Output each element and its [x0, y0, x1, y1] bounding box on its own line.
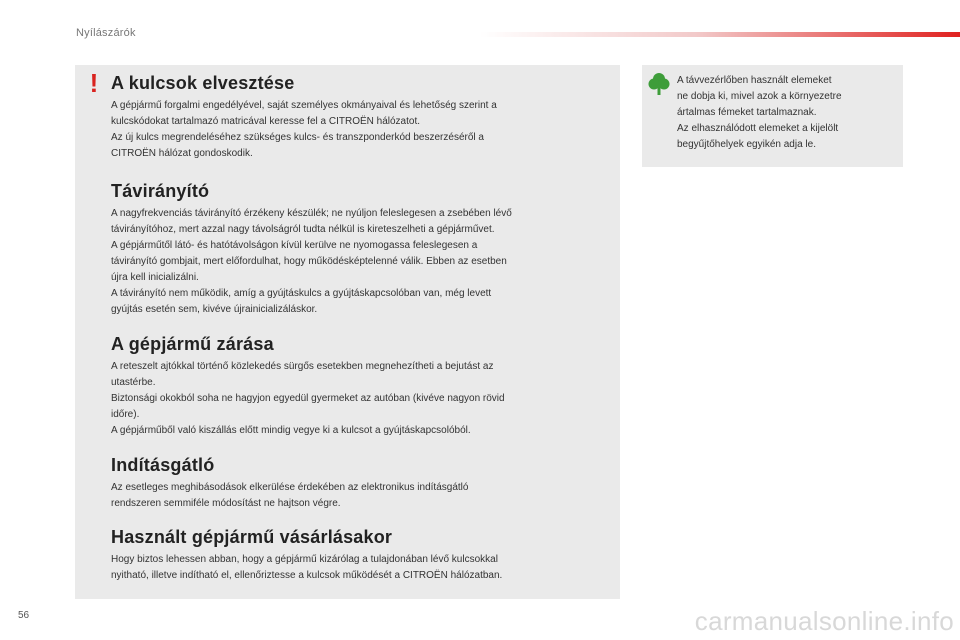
text-line: újra kell inicializálni.	[111, 272, 199, 283]
text-line: A gépjárműtől látó- és hatótávolságon kívül kerülve ne nyomogassa feleslegesen a	[111, 240, 478, 251]
text-line: A reteszelt ajtókkal történő közlekedés sürgős esetekben megnehezítheti a bejutást az	[111, 361, 494, 372]
heading-lost-keys: A kulcsok elvesztése	[111, 73, 295, 93]
text-line: utastérbe.	[111, 377, 156, 388]
paragraph-immobiliser	[111, 480, 607, 512]
text-line: Az esetleges meghibásodások elkerülése érdekében az elektronikus indításgátló	[111, 482, 469, 493]
text-line: távirányító gombjait, mert előfordulhat, hogy működésképtelenné válik. Ebben az esetben	[111, 256, 507, 267]
text-line: gyújtás esetén sem, kivéve újrainicializáláskor.	[111, 304, 318, 315]
heading-used-vehicle: Használt gépjármű vásárlásakor	[111, 527, 393, 547]
text-line: A gépjármű forgalmi engedélyével, saját személyes okmányaival és lehetőség szerint a	[111, 100, 497, 111]
text-line: CITROËN hálózat gondoskodik.	[111, 148, 253, 159]
text-line: nyitható, illetve indítható el, ellenőriztesse a kulcsok működését a CITROËN hálózatban.	[111, 570, 503, 581]
heading-vehicle-locking: A gépjármű zárása	[111, 334, 274, 354]
page-number: 56	[18, 610, 30, 621]
text-line: Hogy biztos lehessen abban, hogy a gépjármű kizárólag a tulajdonában lévő kulcsokkal	[111, 554, 498, 565]
text-line: ne dobja ki, mivel azok a környezetre	[677, 91, 842, 102]
text-line: A távirányító nem működik, amíg a gyújtáskulcs a gyújtáskapcsolóban van, még levett	[111, 288, 492, 299]
text-line: távirányítóhoz, mert azzal nagy távolságról tudta nélkül is kireteszelheti a gépjárművet.	[111, 224, 495, 235]
watermark: carmanualsonline.info	[694, 606, 954, 636]
eco-note-text	[677, 73, 895, 153]
exclamation-icon: !	[89, 68, 99, 98]
text-line: A távvezérlőben használt elemeket	[677, 75, 832, 86]
text-line: ártalmas fémeket tartalmaznak.	[677, 107, 817, 118]
text-line: begyűjtőhelyek egyikén adja le.	[677, 139, 816, 150]
text-line: Biztonsági okokból soha ne hagyjon egyedül gyermeket az autóban (kivéve nagyon rövid	[111, 393, 505, 404]
paragraph-used-vehicle	[111, 552, 607, 584]
text-line: kulcskódokat tartalmazó matricával keresse fel a CITROËN hálózatot.	[111, 116, 421, 127]
paragraph-remote-control	[111, 206, 607, 318]
paragraph-lost-keys	[111, 98, 607, 162]
text-line: rendszeren semmiféle módosítást ne hajtson végre.	[111, 498, 341, 509]
paragraph-vehicle-locking	[111, 359, 607, 439]
text-line: Az új kulcs megrendeléséhez szükséges kulcs- és transzponderkód beszerzéséről a	[111, 132, 484, 143]
heading-immobiliser: Indításgátló	[111, 455, 215, 475]
section-label: Nyílászárók	[76, 27, 136, 39]
tree-icon	[648, 72, 670, 96]
text-line: A nagyfrekvenciás távirányító érzékeny készülék; ne nyúljon feleslegesen a zsebében lévő	[111, 208, 512, 219]
heading-remote-control: Távirányító	[111, 181, 210, 201]
text-line: időre).	[111, 409, 140, 420]
text-line: Az elhasználódott elemeket a kijelölt	[677, 123, 839, 134]
text-line: A gépjárműből való kiszállás előtt mindig vegye ki a kulcsot a gyújtáskapcsolóból.	[111, 425, 471, 436]
top-rule	[480, 32, 960, 37]
